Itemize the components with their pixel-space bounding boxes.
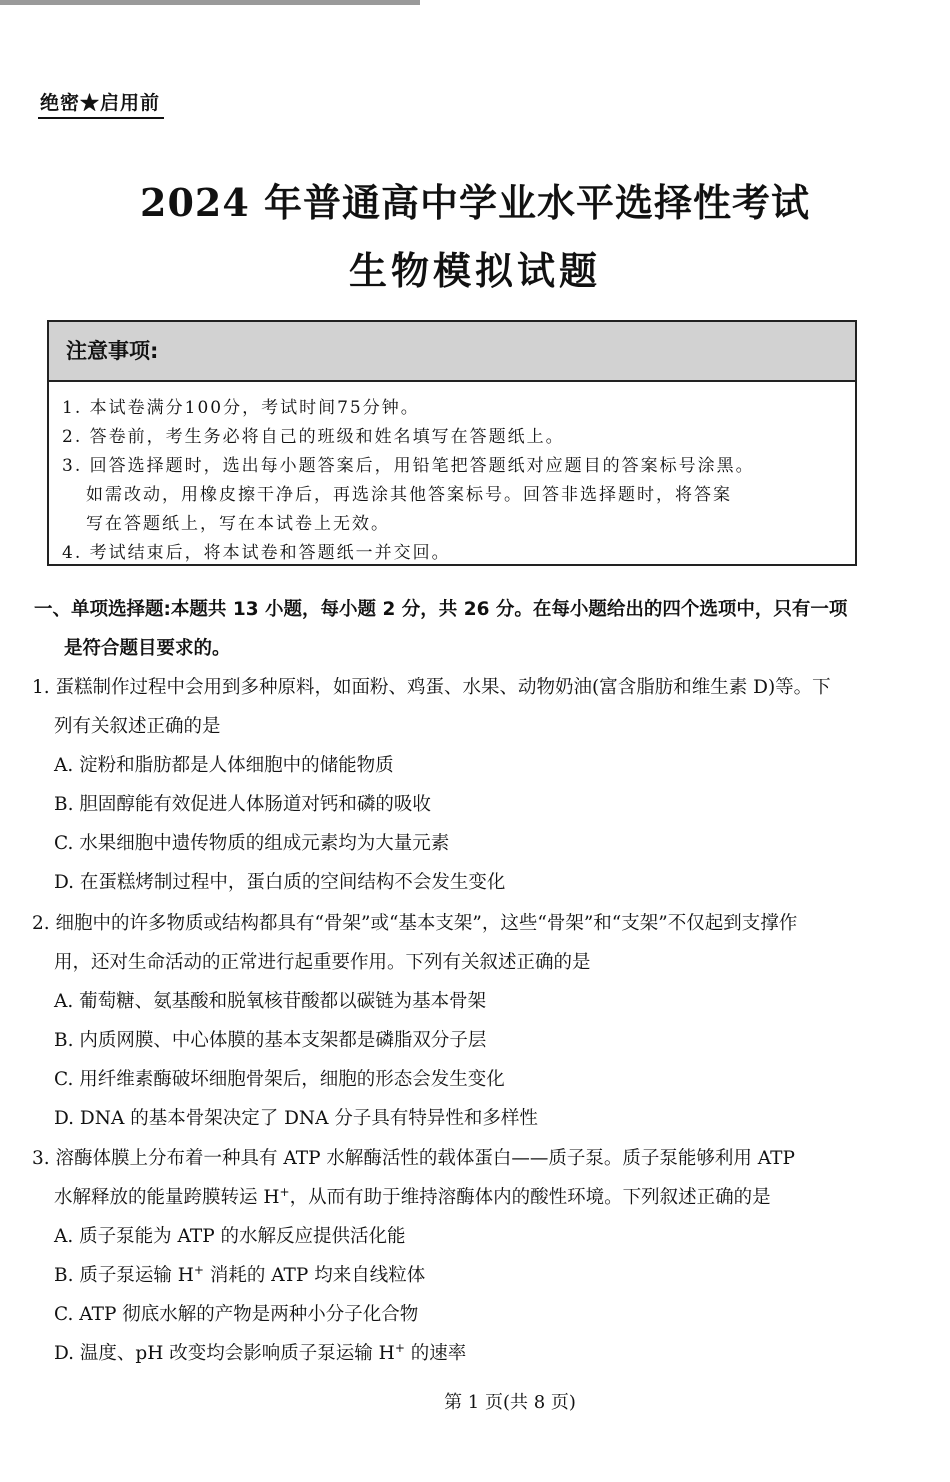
option-c: C. 用纤维素酶破坏细胞骨架后，细胞的形态会发生变化: [54, 1069, 505, 1090]
section-heading: [34, 590, 884, 668]
option-a: A. 葡萄糖、氨基酸和脱氧核苷酸都以碳链为基本骨架: [54, 991, 487, 1012]
option-text: D. 温度、pH 改变均会影响质子泵运输 H: [54, 1343, 395, 1364]
notice-heading: 注意事项:: [49, 322, 855, 382]
section-heading-line: 一、单项选择题:本题共 13 小题，每小题 2 分，共 26 分。在每小题给出的四个选项中，只有一项: [34, 599, 848, 620]
question-stem: 用，还对生命活动的正常进行起重要作用。下列有关叙述正确的是: [54, 952, 591, 973]
exam-subtitle: 生物模拟试题: [348, 248, 601, 293]
exam-title: 2024 年普通高中学业水平选择性考试: [140, 180, 810, 225]
notice-item: 2. 答卷前，考生务必将自己的班级和姓名填写在答题纸上。: [62, 427, 565, 447]
stem-text: ，从而有助于维持溶酶体内的酸性环境。下列叙述正确的是: [289, 1187, 771, 1208]
option-a: A. 淀粉和脂肪都是人体细胞中的储能物质: [54, 755, 394, 776]
notice-item: 如需改动，用橡皮擦干净后，再选涂其他答案标号。回答非选择题时，将答案: [86, 485, 732, 505]
section-heading-line: 是符合题目要求的。: [64, 638, 231, 659]
question-stem: 1. 蛋糕制作过程中会用到多种原料，如面粉、鸡蛋、水果、动物奶油(富含脂肪和维生素 D)等。下: [32, 677, 831, 698]
question-stem: 2. 细胞中的许多物质或结构都具有“骨架”或“基本支架”，这些“骨架”和“支架”不仅起到支撑作: [32, 913, 798, 934]
option-d: D. DNA 的基本骨架决定了 DNA 分子具有特异性和多样性: [54, 1108, 538, 1129]
question-3: [32, 1139, 892, 1373]
superscript-plus: +: [193, 1262, 204, 1277]
stem-text: 水解释放的能量跨膜转运 H: [54, 1187, 280, 1208]
question-stem: [32, 1178, 892, 1217]
option-a: A. 质子泵能为 ATP 的水解反应提供活化能: [54, 1226, 406, 1247]
confidential-label: 绝密★启用前: [38, 88, 164, 119]
notice-box: [47, 320, 857, 566]
option-text: 的速率: [404, 1343, 467, 1364]
notice-list: [49, 382, 855, 568]
option-d: D. 在蛋糕烤制过程中，蛋白质的空间结构不会发生变化: [54, 872, 506, 893]
superscript-plus: +: [394, 1340, 405, 1355]
notice-item: 3. 回答选择题时，选出每小题答案后，用铅笔把答题纸对应题目的答案标号涂黑。: [62, 456, 755, 476]
option-c: C. 水果细胞中遗传物质的组成元素均为大量元素: [54, 833, 450, 854]
option-c: C. ATP 彻底水解的产物是两种小分子化合物: [54, 1304, 419, 1325]
notice-item: 写在答题纸上，写在本试卷上无效。: [86, 514, 390, 534]
option-text: B. 质子泵运输 H: [54, 1265, 194, 1286]
question-stem: 3. 溶酶体膜上分布着一种具有 ATP 水解酶活性的载体蛋白——质子泵。质子泵能够利用 ATP: [32, 1148, 795, 1169]
superscript-plus: +: [279, 1184, 290, 1199]
question-stem: 列有关叙述正确的是: [54, 716, 221, 737]
scan-edge-shadow: [0, 0, 420, 5]
option-b: B. 内质网膜、中心体膜的基本支架都是磷脂双分子层: [54, 1030, 487, 1051]
question-1: [32, 668, 892, 902]
option-d: [32, 1334, 892, 1373]
option-b: [32, 1256, 892, 1295]
option-b: B. 胆固醇能有效促进人体肠道对钙和磷的吸收: [54, 794, 431, 815]
notice-item: 4. 考试结束后，将本试卷和答题纸一并交回。: [62, 543, 451, 563]
option-text: 消耗的 ATP 均来自线粒体: [203, 1265, 426, 1286]
page-number: 第 1 页(共 8 页): [444, 1392, 576, 1413]
notice-item: 1. 本试卷满分100分，考试时间75分钟。: [62, 398, 420, 418]
question-2: [32, 904, 892, 1138]
